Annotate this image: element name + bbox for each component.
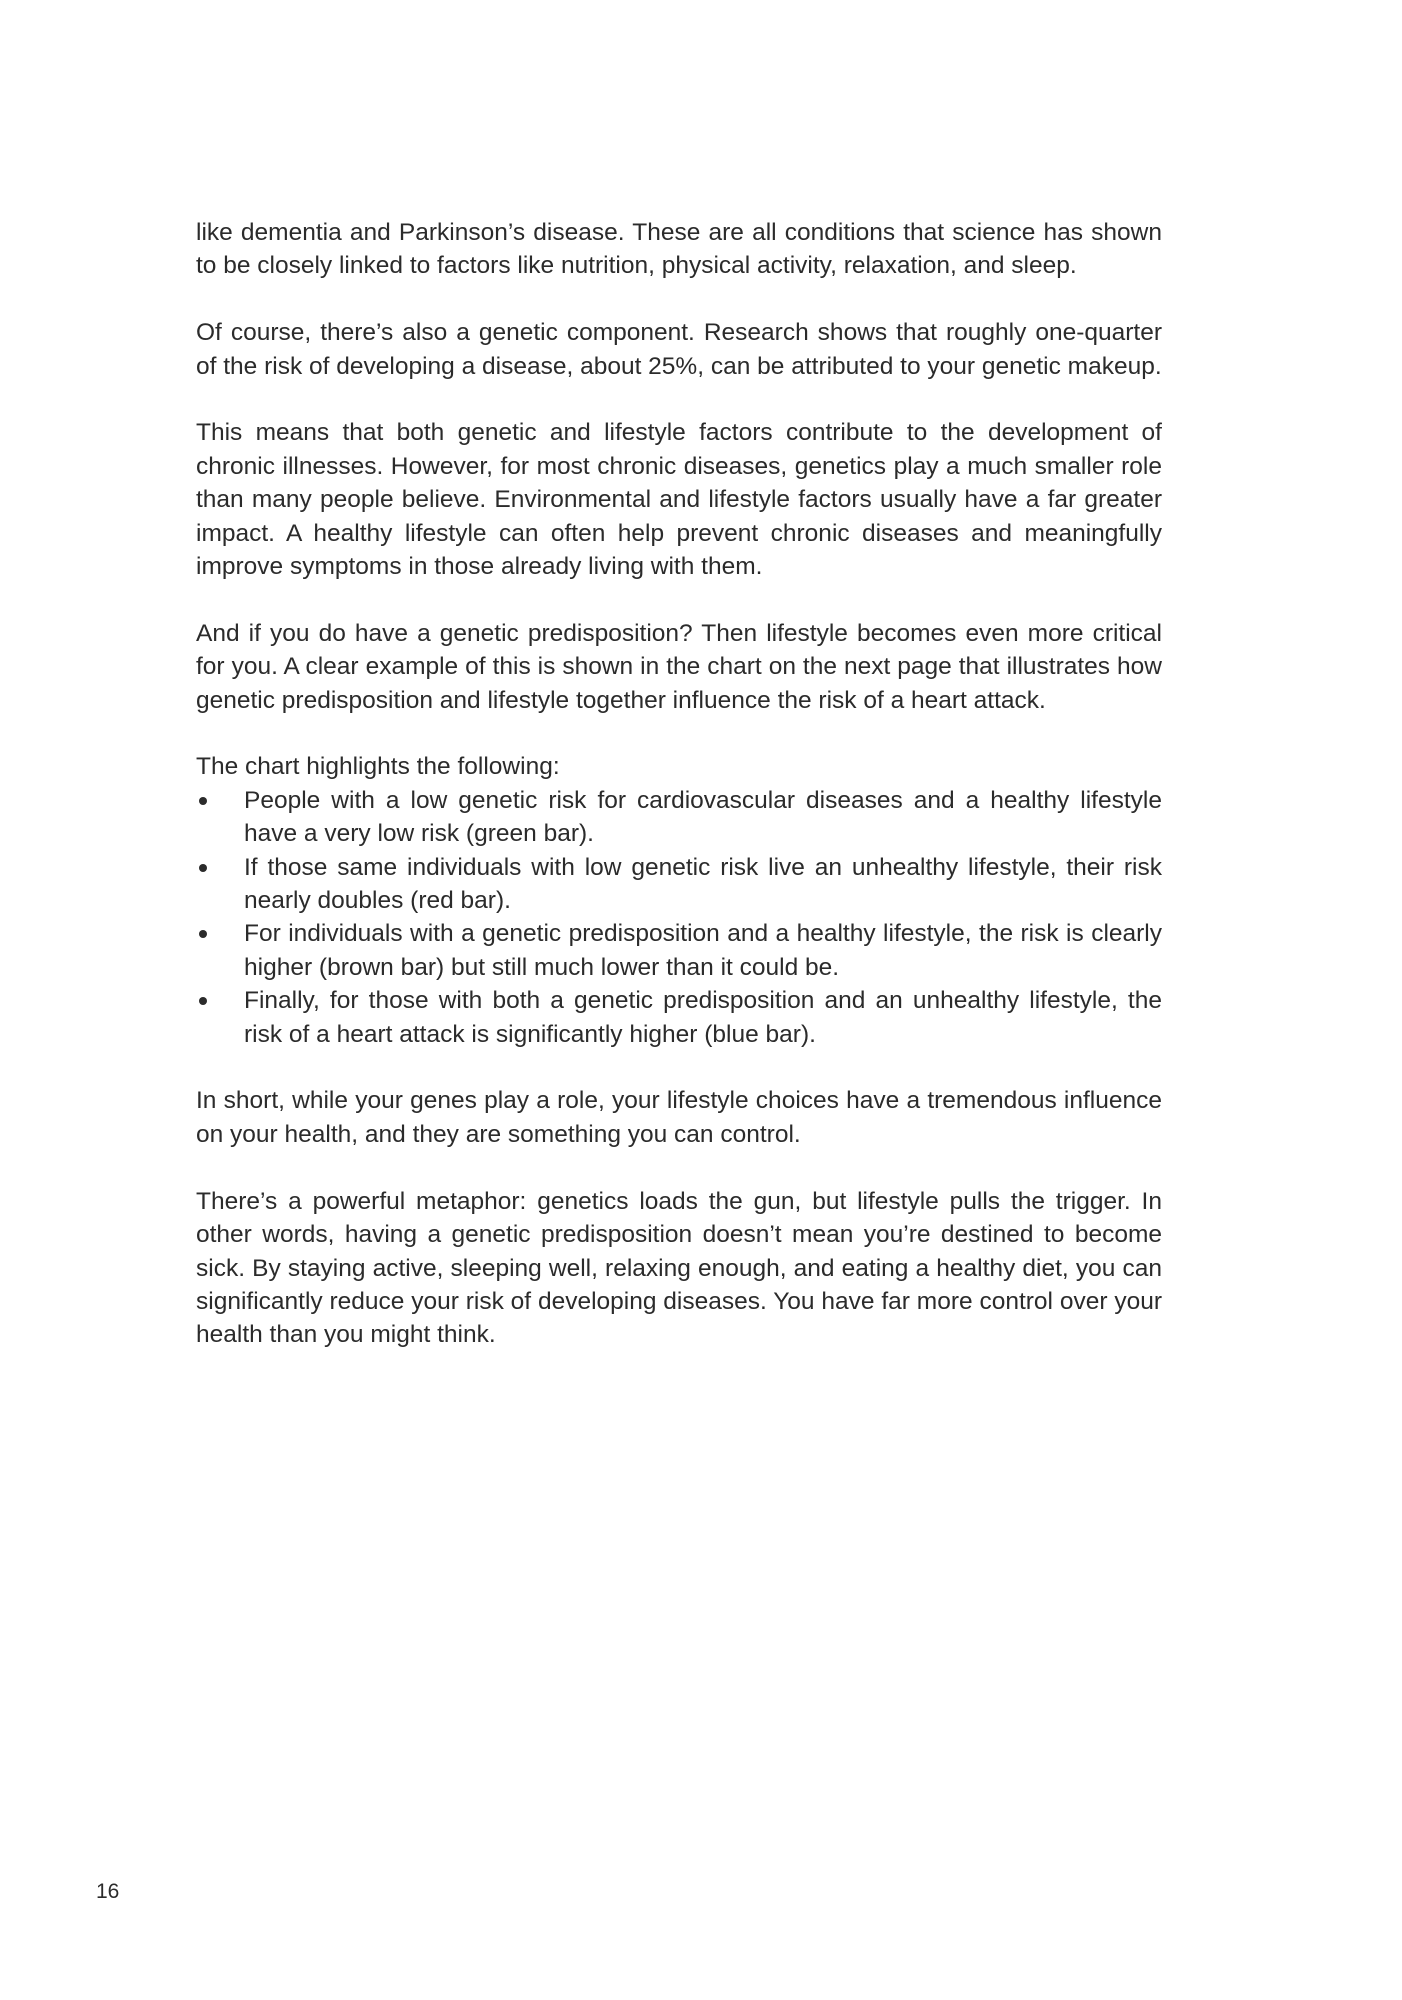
bullet-icon: [199, 864, 207, 872]
paragraph: In short, while your genes play a role, your lifestyle choices have a tremendous influence on your health, and they are something you can control.: [196, 1087, 1162, 1148]
bullet-list: [196, 784, 1162, 1051]
list-item: [196, 917, 1162, 984]
body-text: [196, 216, 1162, 1385]
list-item-text: People with a low genetic risk for cardiovascular diseases and a healthy lifestyle have a very low risk (green bar).: [244, 786, 1162, 848]
page-number: 16: [96, 1880, 120, 1903]
list-item-text: For individuals with a genetic predisposition and a healthy lifestyle, the risk is clearly higher (brown bar) but still much lower than it could be.: [244, 920, 1162, 981]
bullet-icon: [199, 997, 207, 1005]
paragraph: This means that both genetic and lifestyle factors contribute to the development of chronic illnesses. However, for most chronic diseases, genetics play a much smaller role than many people believe. Environmental and lifestyle factors usually have a far greater impact. A healthy lifestyle can often help prevent chronic diseases and meaningfully improve symptoms in those already living with them.: [196, 419, 1162, 581]
paragraph: And if you do have a genetic predisposition? Then lifestyle becomes even more critical for you. A clear example of this is shown in the chart on the next page that illustrates how genetic predisposition and lifestyle together influence the risk of a heart attack.: [196, 619, 1162, 714]
list-item-text: Finally, for those with both a genetic predisposition and an unhealthy lifestyle, the risk of a heart attack is significantly higher (blue bar).: [244, 987, 1162, 1048]
list-item-text: If those same individuals with low genetic risk live an unhealthy lifestyle, their risk nearly doubles (red bar).: [244, 853, 1162, 915]
list-item: [196, 851, 1162, 918]
paragraph: Of course, there’s also a genetic component. Research shows that roughly one-quarter of the risk of developing a disease, about 25%, can be attributed to your genetic makeup.: [196, 319, 1162, 380]
list-intro: The chart highlights the following:: [196, 753, 560, 781]
bullet-icon: [199, 797, 207, 805]
paragraph: There’s a powerful metaphor: genetics loads the gun, but lifestyle pulls the trigger. In other words, having a genetic predisposition doesn’t mean you’re destined to become sick. By staying active, sleeping well, relaxing enough, and eating a healthy diet, you can significantly reduce your risk of developing diseases. You have far more control over your health than you might think.: [196, 1187, 1162, 1349]
bullet-icon: [199, 930, 207, 938]
paragraph: like dementia and Parkinson’s disease. These are all conditions that science has shown to be closely linked to factors like nutrition, physical activity, relaxation, and sleep.: [196, 219, 1162, 280]
list-item: [196, 984, 1162, 1051]
list-item: [196, 784, 1162, 851]
